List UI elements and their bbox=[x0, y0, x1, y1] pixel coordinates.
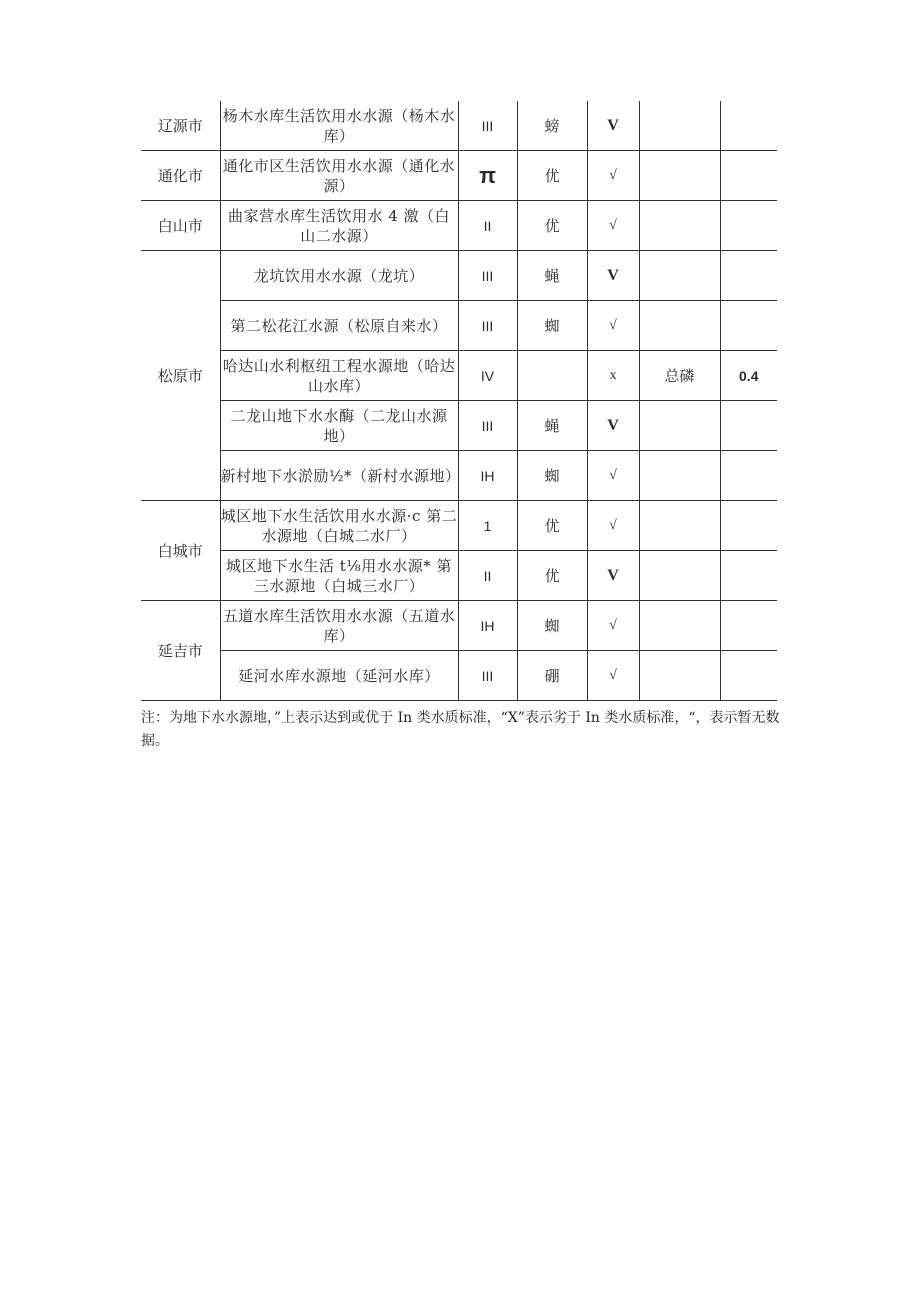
grade-cell: 蜘 bbox=[517, 601, 587, 651]
item-cell bbox=[639, 651, 720, 701]
value-cell: 0.4 bbox=[720, 351, 777, 401]
table-footnote: 注：为地下水水源地，”上表示达到或优于 In 类水质标准，“X”表示劣于 In 类水质标准，“，表示暂无数据。 bbox=[141, 710, 780, 749]
water-quality-table bbox=[141, 101, 777, 701]
value-cell bbox=[720, 501, 777, 551]
value-cell bbox=[720, 551, 777, 601]
source-cell: 曲家营水库生活饮用水 4 激（白山二水源） bbox=[220, 201, 458, 251]
source-cell: 二龙山地下水水酶（二龙山水源地） bbox=[220, 401, 458, 451]
value-cell bbox=[720, 301, 777, 351]
value-cell bbox=[720, 401, 777, 451]
table-row bbox=[141, 401, 777, 451]
class-cell: π bbox=[458, 151, 517, 201]
table-row bbox=[141, 551, 777, 601]
value-cell bbox=[720, 101, 777, 151]
mark-cell: x bbox=[587, 351, 639, 401]
table-row bbox=[141, 251, 777, 301]
value-cell bbox=[720, 251, 777, 301]
source-cell: 城区地下水生活饮用水水源·c 第二水源地（白城二水厂） bbox=[220, 501, 458, 551]
source-cell: 五道水库生活饮用水水源（五道水库） bbox=[220, 601, 458, 651]
class-cell: IH bbox=[458, 601, 517, 651]
mark-cell: √ bbox=[587, 651, 639, 701]
source-cell: 龙坑饮用水水源（龙坑） bbox=[220, 251, 458, 301]
table-row bbox=[141, 651, 777, 701]
mark-cell: V bbox=[587, 251, 639, 301]
mark-cell: √ bbox=[587, 501, 639, 551]
item-cell bbox=[639, 401, 720, 451]
item-cell bbox=[639, 551, 720, 601]
source-cell: 哈达山水利枢纽工程水源地（哈达山水库） bbox=[220, 351, 458, 401]
class-cell: IH bbox=[458, 451, 517, 501]
mark-cell: √ bbox=[587, 201, 639, 251]
source-cell: 通化市区生活饮用水水源（通化水源） bbox=[220, 151, 458, 201]
table-row bbox=[141, 501, 777, 551]
grade-cell: 蝇 bbox=[517, 401, 587, 451]
mark-cell: √ bbox=[587, 451, 639, 501]
grade-cell: 优 bbox=[517, 201, 587, 251]
item-cell bbox=[639, 501, 720, 551]
class-cell: 1 bbox=[458, 501, 517, 551]
item-cell bbox=[639, 251, 720, 301]
class-cell: III bbox=[458, 651, 517, 701]
item-cell bbox=[639, 201, 720, 251]
source-cell: 第二松花江水源（松原自来水） bbox=[220, 301, 458, 351]
value-cell bbox=[720, 201, 777, 251]
city-cell: 延吉市 bbox=[141, 601, 220, 701]
item-cell bbox=[639, 301, 720, 351]
city-cell: 白城市 bbox=[141, 501, 220, 601]
value-cell bbox=[720, 151, 777, 201]
table-row bbox=[141, 451, 777, 501]
table-row bbox=[141, 101, 777, 151]
item-cell bbox=[639, 601, 720, 651]
grade-cell: 蜘 bbox=[517, 451, 587, 501]
table-row bbox=[141, 351, 777, 401]
mark-cell: V bbox=[587, 401, 639, 451]
source-cell: 杨木水库生活饮用水水源（杨木水库） bbox=[220, 101, 458, 151]
city-cell: 辽源市 bbox=[141, 101, 220, 151]
class-cell: III bbox=[458, 401, 517, 451]
item-cell bbox=[639, 101, 720, 151]
source-cell: 新村地下水淤励½*（新村水源地） bbox=[220, 451, 458, 501]
grade-cell: 蜘 bbox=[517, 301, 587, 351]
mark-cell: √ bbox=[587, 301, 639, 351]
item-cell: 总磷 bbox=[639, 351, 720, 401]
mark-cell: V bbox=[587, 551, 639, 601]
table-row bbox=[141, 151, 777, 201]
source-cell: 城区地下水生活 t⅛用水水源* 第三水源地（白城三水厂） bbox=[220, 551, 458, 601]
city-cell: 白山市 bbox=[141, 201, 220, 251]
class-cell: III bbox=[458, 101, 517, 151]
value-cell bbox=[720, 651, 777, 701]
item-cell bbox=[639, 151, 720, 201]
grade-cell: 蝇 bbox=[517, 251, 587, 301]
mark-cell: √ bbox=[587, 601, 639, 651]
mark-cell: V bbox=[587, 101, 639, 151]
grade-cell: 优 bbox=[517, 551, 587, 601]
value-cell bbox=[720, 451, 777, 501]
table-row bbox=[141, 201, 777, 251]
table-row bbox=[141, 601, 777, 651]
source-cell: 延河水库水源地（延河水库） bbox=[220, 651, 458, 701]
class-cell: II bbox=[458, 201, 517, 251]
mark-cell: √ bbox=[587, 151, 639, 201]
item-cell bbox=[639, 451, 720, 501]
grade-cell: 螃 bbox=[517, 101, 587, 151]
class-cell: II bbox=[458, 551, 517, 601]
class-cell: III bbox=[458, 251, 517, 301]
table-row bbox=[141, 301, 777, 351]
grade-cell: 优 bbox=[517, 151, 587, 201]
grade-cell: 优 bbox=[517, 501, 587, 551]
city-cell: 松原市 bbox=[141, 251, 220, 501]
grade-cell: 硼 bbox=[517, 651, 587, 701]
class-cell: IV bbox=[458, 351, 517, 401]
city-cell: 通化市 bbox=[141, 151, 220, 201]
grade-cell bbox=[517, 351, 587, 401]
value-cell bbox=[720, 601, 777, 651]
class-cell: III bbox=[458, 301, 517, 351]
